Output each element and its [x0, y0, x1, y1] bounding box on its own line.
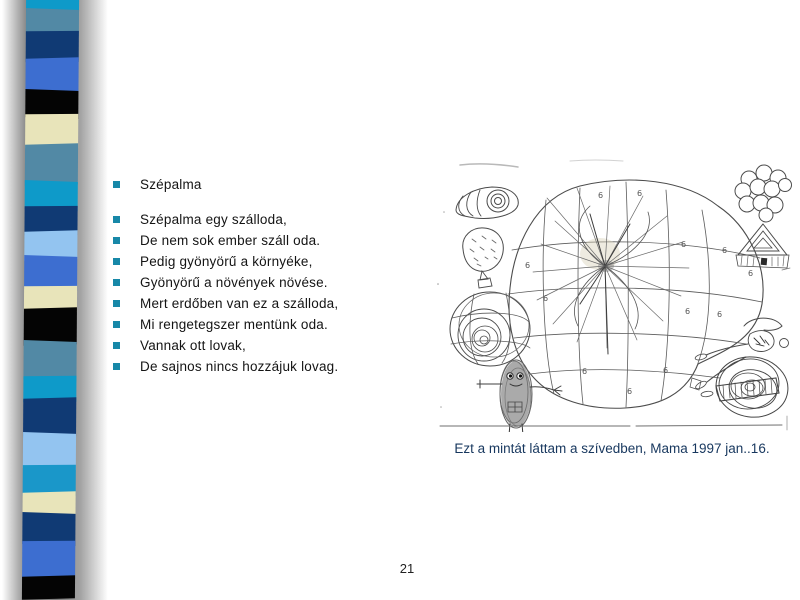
poem-line: De sajnos nincs hozzájuk lovag.	[140, 359, 339, 374]
poem-title: Szépalma	[140, 177, 202, 192]
list-item	[113, 272, 338, 293]
list-item	[113, 293, 338, 314]
poem-block	[113, 174, 338, 377]
svg-text:6: 6	[681, 240, 687, 249]
bullet-square-icon	[113, 321, 120, 328]
bullet-square-icon	[113, 342, 120, 349]
list-item	[113, 251, 338, 272]
bullet-square-icon	[113, 237, 120, 244]
bullet-square-icon	[113, 279, 120, 286]
bullet-square-icon	[113, 363, 120, 370]
bullet-square-icon	[113, 258, 120, 265]
decorative-ribbon	[22, 0, 79, 600]
poem-line: De nem sok ember száll oda.	[140, 233, 321, 248]
list-item	[113, 356, 338, 377]
poem-line: Vannak ott lovak,	[140, 338, 246, 353]
poem-line: Gyönyörű a növények növése.	[140, 275, 328, 290]
svg-text:6: 6	[717, 310, 723, 319]
svg-text:6: 6	[637, 189, 643, 198]
ribbon-stripes	[22, 0, 79, 600]
ribbon-stripe	[22, 575, 78, 600]
list-item	[113, 230, 338, 251]
bullet-square-icon	[113, 216, 120, 223]
poem-line: Pedig gyönyörű a környéke,	[140, 254, 313, 269]
svg-text:6: 6	[663, 366, 669, 375]
poem-line: Szépalma egy szálloda,	[140, 212, 287, 227]
page-number: 21	[399, 561, 415, 576]
list-item	[113, 335, 338, 356]
svg-text:6: 6	[722, 246, 728, 255]
list-item	[113, 174, 338, 195]
svg-text:6: 6	[598, 191, 604, 200]
svg-text:6: 6	[525, 261, 531, 270]
svg-text:6: 6	[685, 307, 691, 316]
drawing-caption: Ezt a mintát láttam a szívedben, Mama 1997 jan..16.	[454, 441, 770, 456]
svg-text:6: 6	[748, 269, 754, 278]
list-item	[113, 314, 338, 335]
poem-line: Mert erdőben van ez a szálloda,	[140, 296, 339, 311]
bullet-square-icon	[113, 181, 120, 188]
svg-text:6: 6	[627, 387, 633, 396]
svg-text:6: 6	[543, 294, 549, 303]
bullet-square-icon	[113, 300, 120, 307]
poem-line: Mi rengetegszer mentünk oda.	[140, 317, 328, 332]
child-drawing-sketch	[430, 154, 792, 432]
poem-gap	[113, 195, 338, 209]
list-item	[113, 209, 338, 230]
svg-text:6: 6	[582, 367, 588, 376]
